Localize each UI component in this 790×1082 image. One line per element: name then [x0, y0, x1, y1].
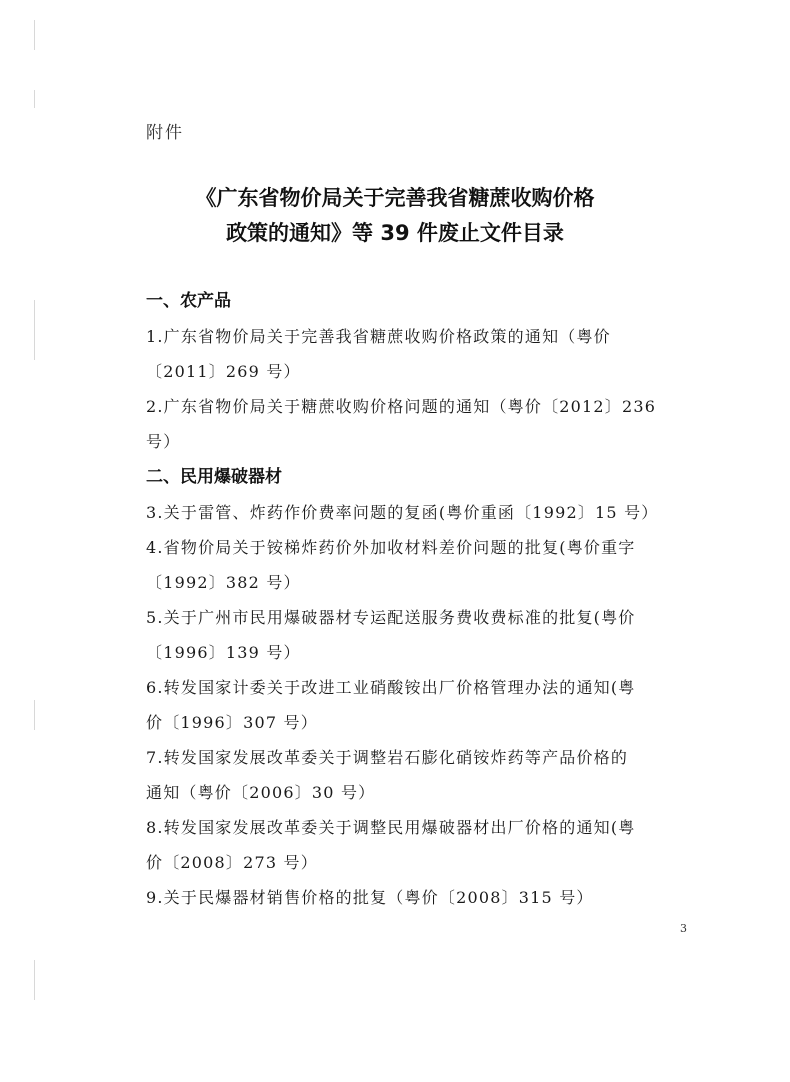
list-item: [146, 741, 694, 811]
list-item: [146, 531, 694, 601]
list-item-line: 3.关于雷管、炸药作价费率问题的复函(粤价重函〔1992〕15 号）: [146, 503, 659, 522]
list-item: [146, 320, 694, 390]
document-title-line-2: 政策的通知》等 39 件废止文件目录: [226, 221, 564, 245]
section-heading: 二、民用爆破器材: [146, 467, 282, 487]
scan-mark: [34, 20, 35, 50]
list-item-line: 5.关于广州市民用爆破器材专运配送服务费收费标准的批复(粤价: [146, 608, 636, 627]
scan-mark: [34, 300, 35, 360]
list-item-line: 价〔1996〕307 号）: [146, 713, 318, 732]
list-item-line: 8.转发国家发展改革委关于调整民用爆破器材出厂价格的通知(粤: [146, 818, 636, 837]
section-civil-explosives: [146, 460, 694, 916]
scan-mark: [34, 700, 35, 730]
list-item-line: 〔1996〕139 号）: [146, 643, 301, 662]
list-item-line: 价〔2008〕273 号）: [146, 853, 318, 872]
list-item-line: 1.广东省物价局关于完善我省糖蔗收购价格政策的通知（粤价: [146, 327, 611, 346]
list-item-line: 〔1992〕382 号）: [146, 573, 301, 592]
list-item: [146, 881, 694, 916]
list-item-line: 号）: [146, 432, 181, 451]
list-item-line: 通知（粤价〔2006〕30 号）: [146, 783, 376, 802]
list-item: [146, 390, 694, 460]
list-item: [146, 496, 694, 531]
document-title-line-1: 《广东省物价局关于完善我省糖蔗收购价格: [195, 186, 595, 210]
list-item-line: 2.广东省物价局关于糖蔗收购价格问题的通知（粤价〔2012〕236: [146, 397, 657, 416]
scan-mark: [34, 960, 35, 1000]
list-item-line: 4.省物价局关于铵梯炸药价外加收材料差价问题的批复(粤价重字: [146, 538, 636, 557]
section-agricultural-products: [146, 284, 694, 460]
list-item-line: 9.关于民爆器材销售价格的批复（粤价〔2008〕315 号）: [146, 888, 594, 907]
attachment-label: 附件: [146, 123, 184, 143]
page-number: 3: [680, 922, 687, 935]
list-item: [146, 811, 694, 881]
section-heading: 一、农产品: [146, 291, 231, 311]
list-item: [146, 671, 694, 741]
scan-mark: [34, 90, 35, 108]
document-body: [146, 284, 694, 916]
scan-edge-marks: [30, 0, 42, 1082]
list-item-line: 6.转发国家计委关于改进工业硝酸铵出厂价格管理办法的通知(粤: [146, 678, 636, 697]
list-item-line: 〔2011〕269 号）: [146, 362, 301, 381]
list-item-line: 7.转发国家发展改革委关于调整岩石膨化硝铵炸药等产品价格的: [146, 748, 629, 767]
list-item: [146, 601, 694, 671]
